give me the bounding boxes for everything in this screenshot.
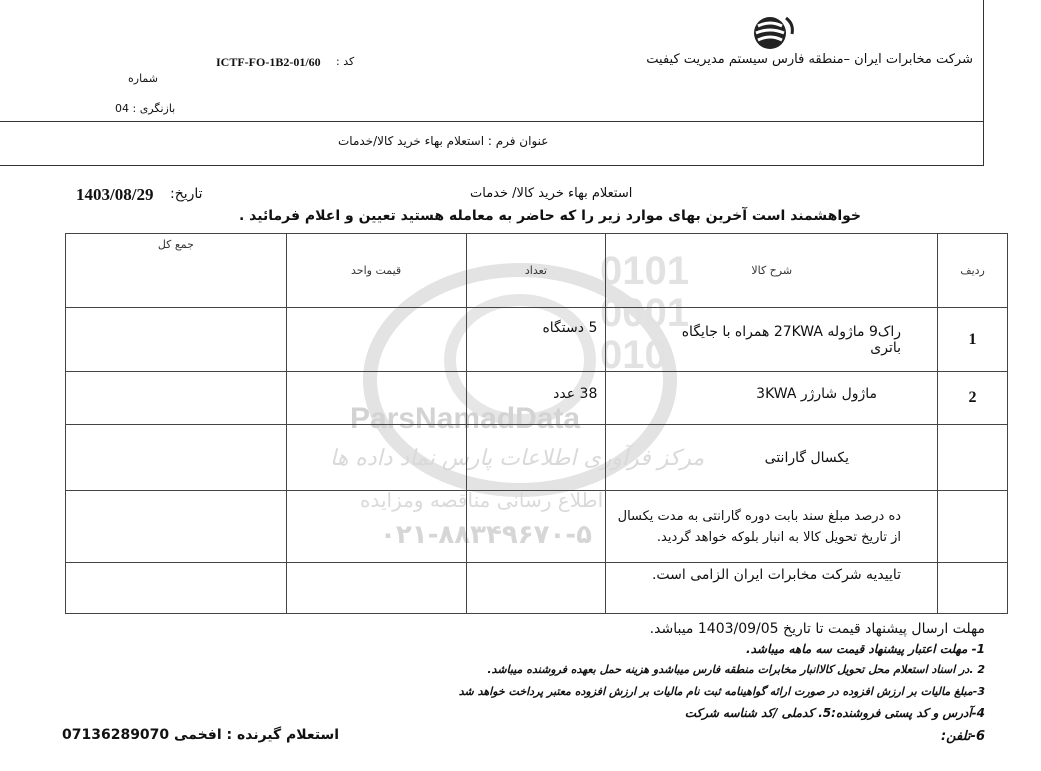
row-quantity xyxy=(466,425,606,491)
row-total xyxy=(66,563,287,614)
row-total xyxy=(66,372,287,425)
inquiry-title: استعلام بهاء خرید کالا/ خدمات xyxy=(470,186,633,201)
watermark-phone: ۰۲۱-۸۸۳۴۹۶۷۰-۵ xyxy=(380,520,593,550)
row-description: تاییدیه شرکت مخابرات ایران الزامی است. xyxy=(606,563,938,614)
row-total xyxy=(66,308,287,372)
table-row xyxy=(66,425,1008,491)
note-3: 3-مبلغ مالیات بر ارزش افزوده در صورت ارائه گواهینامه ثبت نام مالیات بر ارزش افزوده معتبر پرداخت خواهد شد xyxy=(458,685,985,698)
note-1: 1- مهلت اعتبار پیشنهاد قیمت سه ماهه میباشد. xyxy=(746,642,985,656)
header-description: شرح کالا xyxy=(606,234,938,308)
table-row xyxy=(66,491,1008,563)
row-number: 2 xyxy=(938,372,1008,425)
deadline-text: مهلت ارسال پیشنهاد قیمت تا تاریخ 1403/09/05 میباشد. xyxy=(649,621,985,637)
date-label: تاریخ: xyxy=(170,186,203,202)
receiver-text: استعلام گیرنده : افخمی 07136289070 xyxy=(62,727,340,743)
row-number xyxy=(938,563,1008,614)
row-number: 1 xyxy=(938,308,1008,372)
watermark-line1: مرکز فرآوری اطلاعات پارس نماد داده ها xyxy=(330,446,705,471)
header-total: جمع کل xyxy=(66,234,287,308)
header-unit-price: قیمت واحد xyxy=(286,234,466,308)
note-2: 2 .در اسناد استعلام محل تحویل کالاانبار مخابرات منطقه فارس میباشدو هزینه حمل بعهده فروشنده میباشد. xyxy=(487,663,985,676)
header-row-number: ردیف xyxy=(938,234,1008,308)
row-total xyxy=(66,491,287,563)
row-unit-price xyxy=(286,563,466,614)
row-quantity: 38 عدد xyxy=(466,372,606,425)
form-number-label: شماره xyxy=(128,72,159,85)
row-unit-price xyxy=(286,372,466,425)
company-name: شرکت مخابرات ایران –منطقه فارس سیستم مدیریت کیفیت xyxy=(646,52,973,67)
form-code-value: ICTF-FO-1B2-01/60 xyxy=(216,55,321,69)
row-number xyxy=(938,425,1008,491)
form-code-label: کد : xyxy=(336,55,355,68)
note-4: 4-آدرس و کد پستی فروشنده:5. کدملی /کد شناسه شرکت xyxy=(684,706,985,720)
watermark-line2: اطلاع رسانی مناقصه ومزایده xyxy=(360,488,604,512)
watermark-digits: 0101 0001 010 xyxy=(600,249,689,377)
header-divider xyxy=(0,121,984,122)
row-number xyxy=(938,491,1008,563)
row-unit-price xyxy=(286,425,466,491)
request-text: خواهشمند است آخرین بهای موارد زیر را که حاضر به معامله هستید تعیین و اعلام فرمائید . xyxy=(238,208,861,224)
table-row xyxy=(66,372,1008,425)
revision-label: بازنگری : 04 xyxy=(115,102,176,115)
row-quantity xyxy=(466,563,606,614)
form-title: عنوان فرم : استعلام بهاء خرید کالا/خدمات xyxy=(338,134,549,148)
table-row xyxy=(66,563,1008,614)
watermark-brand: ParsNamadData xyxy=(350,402,581,435)
date-value: 1403/08/29 xyxy=(76,185,154,204)
row-unit-price xyxy=(286,308,466,372)
row-total xyxy=(66,425,287,491)
row-quantity xyxy=(466,491,606,563)
row-description: ماژول شارژر 3KWA xyxy=(606,372,938,425)
table-header-row xyxy=(66,234,1008,308)
row-description: ده درصد مبلغ سند بابت دوره گارانتی به مدت یکسال از تاریخ تحویل کالا به انبار بلوکه خواهد گردید. xyxy=(606,491,938,563)
header-quantity: تعداد xyxy=(466,234,606,308)
phone-label: 6-تلفن: xyxy=(940,729,985,744)
items-table xyxy=(65,233,1008,614)
row-description: راک9 ماژوله 27KWA همراه با جایگاه باتری xyxy=(606,308,938,372)
tci-logo-icon xyxy=(748,12,796,54)
row-description: یکسال گارانتی xyxy=(606,425,938,491)
table-row xyxy=(66,308,1008,372)
row-unit-price xyxy=(286,491,466,563)
row-quantity: 5 دستگاه xyxy=(466,308,606,372)
